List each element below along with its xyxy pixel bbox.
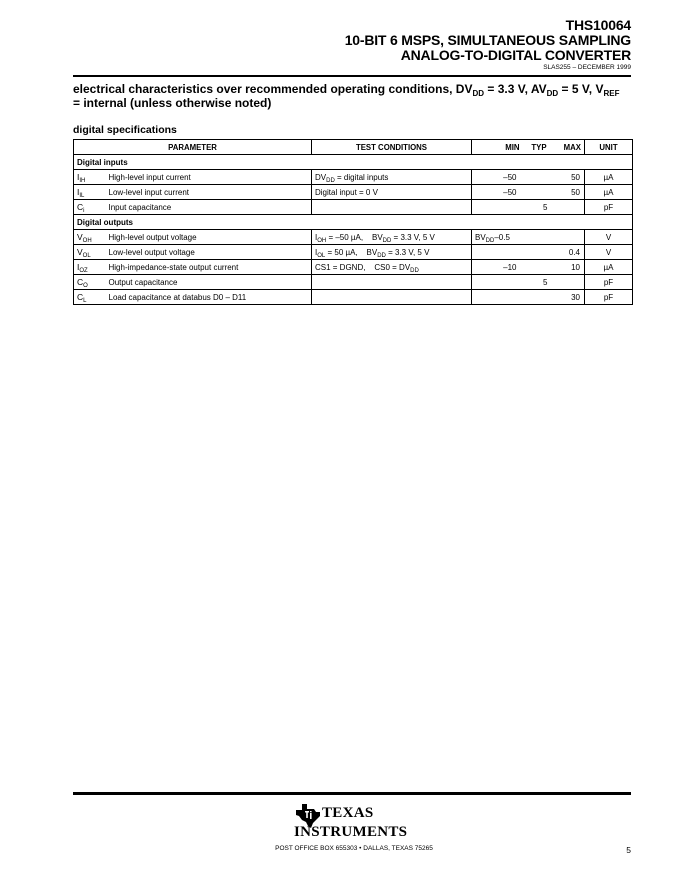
symbol: I (77, 187, 80, 197)
min-text: BV (475, 232, 486, 242)
symbol-sub: IH (79, 178, 86, 184)
cond-a: Digital input = 0 V (315, 187, 378, 197)
min-cell (472, 245, 527, 260)
conditions-cell (312, 200, 472, 215)
max-cell: 50 (552, 170, 585, 185)
typ-cell (527, 230, 552, 245)
cond-c: CS0 = DV (374, 262, 411, 272)
description-cell: Output capacitance (106, 275, 312, 290)
symbol-sub: i (83, 208, 85, 214)
heading-sub-2: DD (546, 89, 559, 98)
group-row-inputs (74, 155, 633, 170)
symbol-sub: OL (82, 253, 91, 259)
symbol-cell (74, 260, 106, 275)
part-number: THS10064 (565, 17, 631, 33)
doc-number: SLAS255 – DECEMBER 1999 (543, 64, 631, 71)
symbol-cell (74, 275, 106, 290)
symbol: C (77, 277, 84, 287)
max-cell: 0.4 (552, 245, 585, 260)
table-row (74, 200, 633, 215)
ti-logo (290, 803, 420, 845)
table-row (74, 230, 633, 245)
symbol-cell (74, 230, 106, 245)
heading-text-1: electrical characteristics over recommended operating conditions, DV (73, 82, 473, 96)
max-cell: 50 (552, 185, 585, 200)
table-row (74, 260, 633, 275)
heading-text-3: = 5 V, V (558, 82, 604, 96)
conditions-cell (312, 185, 472, 200)
symbol-sub: OZ (79, 268, 88, 274)
cond-c-sub: DD (410, 267, 419, 274)
symbol: V (77, 232, 83, 242)
page-number: 5 (626, 845, 631, 855)
description-cell: Input capacitance (106, 200, 312, 215)
symbol: V (77, 247, 83, 257)
table-row (74, 275, 633, 290)
cond-c-sub: DD (377, 252, 386, 259)
table-row (74, 170, 633, 185)
group-row-outputs (74, 215, 633, 230)
unit-cell: µA (585, 185, 633, 200)
header-rule (73, 75, 631, 77)
header-max: MAX (552, 140, 585, 155)
description-cell: Load capacitance at databus D0 – D11 (106, 290, 312, 305)
section-heading (73, 82, 633, 110)
unit-cell: pF (585, 275, 633, 290)
conditions-cell (312, 230, 472, 245)
typ-cell: 5 (527, 200, 552, 215)
table-row (74, 290, 633, 305)
header-conditions: TEST CONDITIONS (312, 140, 472, 155)
description-cell: High-impedance-state output current (106, 260, 312, 275)
cond-c-sub: DD (382, 237, 392, 244)
min-sub: DD (485, 237, 495, 244)
subheading: digital specifications (73, 124, 177, 136)
group-label-outputs: Digital outputs (74, 215, 633, 230)
symbol-cell (74, 200, 106, 215)
symbol-sub: OH (82, 238, 92, 244)
footer-address: POST OFFICE BOX 655303 • DALLAS, TEXAS 75265 (275, 845, 433, 852)
conditions-cell (312, 275, 472, 290)
symbol: I (77, 262, 80, 272)
max-cell: 10 (552, 260, 585, 275)
cond-a: DV (315, 172, 327, 182)
cond-c: BV (371, 232, 383, 242)
cond-a-sub: OL (317, 252, 326, 259)
unit-cell: pF (585, 200, 633, 215)
max-cell (552, 230, 585, 245)
min-cell (472, 290, 527, 305)
symbol-sub: O (83, 283, 88, 289)
table-row (74, 185, 633, 200)
conditions-cell (312, 170, 472, 185)
typ-cell (527, 170, 552, 185)
symbol: C (77, 292, 84, 302)
logo-text-texas: TEXAS (322, 805, 374, 821)
heading-text-2: = 3.3 V, AV (484, 82, 547, 96)
symbol: C (77, 202, 84, 212)
description-cell: High-level input current (106, 170, 312, 185)
unit-cell: µA (585, 260, 633, 275)
symbol-cell (74, 170, 106, 185)
min-cell: –10 (472, 260, 527, 275)
symbol-cell (74, 290, 106, 305)
min-cell: –50 (472, 185, 527, 200)
conditions-cell (312, 260, 472, 275)
heading-sub-3: REF (603, 89, 620, 98)
table-header-row (74, 140, 633, 155)
unit-cell: V (585, 245, 633, 260)
typ-cell (527, 260, 552, 275)
symbol-sub: L (83, 298, 87, 304)
title-line-1: 10-BIT 6 MSPS, SIMULTANEOUS SAMPLING (344, 32, 631, 48)
header-min: MIN (472, 140, 527, 155)
cond-b: = –50 µA, (326, 232, 364, 242)
spec-table (73, 139, 633, 305)
unit-cell: µA (585, 170, 633, 185)
max-cell: 30 (552, 290, 585, 305)
document-header (345, 18, 631, 72)
title-line-2: ANALOG-TO-DIGITAL CONVERTER (400, 47, 631, 63)
max-cell (552, 200, 585, 215)
cond-d: = 3.3 V, 5 V (385, 247, 430, 257)
cond-d: = 3.3 V, 5 V (391, 232, 435, 242)
conditions-cell (312, 290, 472, 305)
cond-a: I (315, 247, 318, 257)
symbol-sub: IL (79, 193, 85, 199)
max-cell (552, 275, 585, 290)
typ-cell (527, 290, 552, 305)
min-tail: –0.5 (494, 232, 510, 242)
unit-cell: V (585, 230, 633, 245)
description-cell: High-level output voltage (106, 230, 312, 245)
logo-text-instruments: INSTRUMENTS (294, 824, 408, 840)
cond-b: = 50 µA, (325, 247, 358, 257)
typ-cell (527, 185, 552, 200)
header-parameter: PARAMETER (74, 140, 312, 155)
cond-a-sub: OH (317, 237, 327, 244)
header-typ: TYP (527, 140, 552, 155)
symbol: I (77, 172, 80, 182)
conditions-cell (312, 245, 472, 260)
heading-sub-1: DD (472, 89, 485, 98)
min-cell (472, 230, 527, 245)
unit-cell: pF (585, 290, 633, 305)
description-cell: Low-level output voltage (106, 245, 312, 260)
cond-a: CS1 = DGND, (315, 262, 366, 272)
footer-rule (73, 792, 631, 795)
heading-text-4: = internal (unless otherwise noted) (73, 96, 272, 110)
symbol-cell (74, 185, 106, 200)
description-cell: Low-level input current (106, 185, 312, 200)
min-cell: –50 (472, 170, 527, 185)
header-unit: UNIT (585, 140, 633, 155)
min-cell (472, 200, 527, 215)
typ-cell: 5 (527, 275, 552, 290)
group-label-inputs: Digital inputs (74, 155, 633, 170)
symbol-cell (74, 245, 106, 260)
cond-a: I (315, 232, 318, 242)
typ-cell (527, 245, 552, 260)
table-row (74, 245, 633, 260)
cond-a-sub: DD (326, 177, 335, 184)
cond-b: = digital inputs (334, 172, 389, 182)
min-cell (472, 275, 527, 290)
cond-c: BV (366, 247, 378, 257)
